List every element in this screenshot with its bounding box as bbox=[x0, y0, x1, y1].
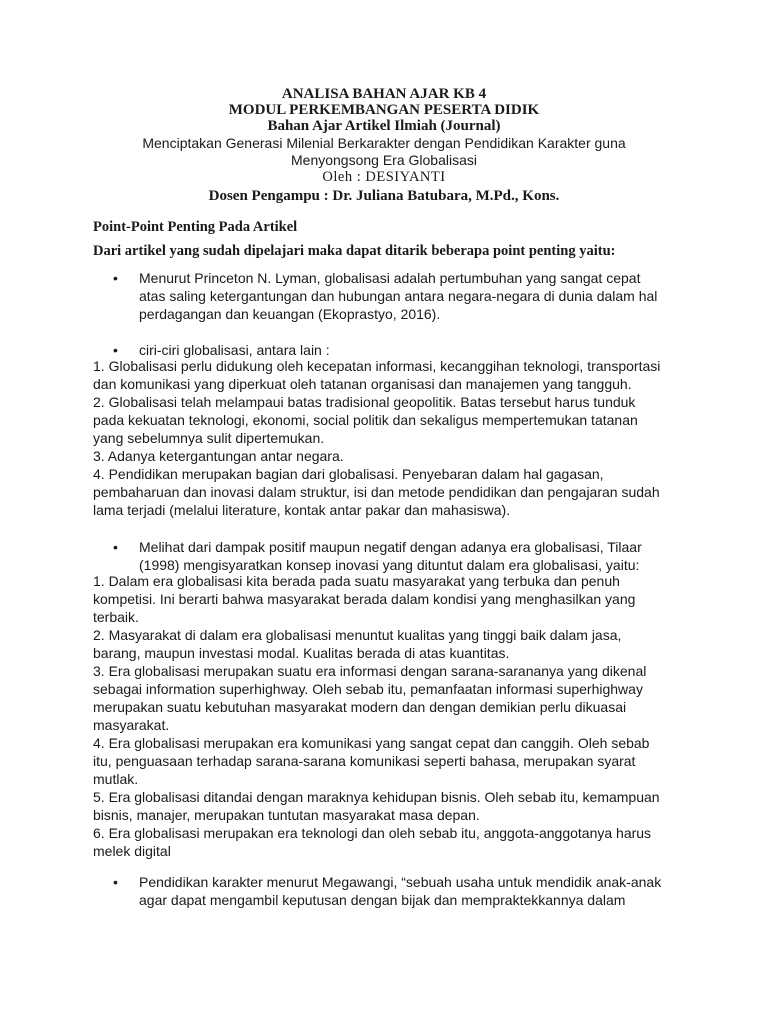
list-line: pembaharuan dan inovasi dalam struktur, isi dan metode pendidikan dan pengajaran sudah bbox=[93, 484, 660, 500]
bullet-1-line: Menurut Princeton N. Lyman, globalisasi adalah pertumbuhan yang sangat cepat bbox=[139, 270, 641, 286]
bullet-4-line: agar dapat mengambil keputusan dengan bijak dan mempraktekkannya dalam bbox=[139, 892, 626, 908]
bullet-1-line: atas saling ketergantungan dan hubungan antara negara-negara di dunia dalam hal bbox=[139, 288, 658, 304]
list-line: 2. Masyarakat di dalam era globalisasi menuntut kualitas yang tinggi baik dalam jasa, bbox=[93, 627, 622, 643]
material-title: Bahan Ajar Artikel Ilmiah (Journal) bbox=[267, 118, 501, 134]
module-title: MODUL PERKEMBANGAN PESERTA DIDIK bbox=[228, 102, 540, 118]
bullet-3-line: Melihat dari dampak positif maupun negatif dengan adanya era globalisasi, Tilaar bbox=[139, 539, 642, 555]
bullet-point-1 bbox=[139, 269, 679, 323]
list-line: 3. Era globalisasi merupakan suatu era informasi dengan sarana-sarananya yang dikenal bbox=[93, 663, 647, 679]
bullet-1-line: perdagangan dan keuangan (Ekoprastyo, 2016). bbox=[139, 306, 441, 322]
list-line: melek digital bbox=[93, 843, 171, 859]
list-line: 5. Era globalisasi ditandai dengan maraknya kehidupan bisnis. Oleh sebab itu, kemampuan bbox=[93, 789, 660, 805]
list-line: 3. Adanya ketergantungan antar negara. bbox=[93, 448, 344, 464]
list-line: bisnis, manajer, merupakan tuntutan masyarakat masa depan. bbox=[93, 807, 480, 823]
list-line: 2. Globalisasi telah melampaui batas tradisional geopolitik. Batas tersebut harus tunduk bbox=[93, 394, 636, 410]
list-line: yang sebelumnya sulit dipertemukan. bbox=[93, 430, 325, 446]
list-line: lama terjadi (melalui literature, kontak antar pakar dan mahasiswa). bbox=[93, 502, 511, 518]
list-line: 1. Dalam era globalisasi kita berada pada suatu masyarakat yang terbuka dan penuh bbox=[93, 573, 620, 589]
article-topic-line-1: Menciptakan Generasi Milenial Berkarakter dengan Pendidikan Karakter guna bbox=[142, 135, 626, 151]
list-line: mutlak. bbox=[93, 771, 139, 787]
document-header bbox=[0, 86, 768, 206]
bullet-3-line: (1998) mengisyaratkan konsep inovasi yang dituntut dalam era globalisasi, yaitu: bbox=[139, 557, 640, 573]
list-line: 1. Globalisasi perlu didukung oleh kecepatan informasi, kecanggihan teknologi, transportasi bbox=[93, 358, 661, 374]
document-title: ANALISA BAHAN AJAR KB 4 bbox=[281, 86, 487, 102]
bullet-icon: • bbox=[113, 270, 118, 286]
section-heading: Point-Point Penting Pada Artikel bbox=[93, 219, 298, 235]
author-line: Oleh : DESIYANTI bbox=[322, 169, 446, 185]
innovation-concept-list bbox=[93, 572, 673, 860]
list-line: 6. Era globalisasi merupakan era teknologi dan oleh sebab itu, anggota-anggotanya harus bbox=[93, 825, 652, 841]
list-line: pada kekuatan teknologi, ekonomi, social politik dan sekaligus mempertemukan tatanan bbox=[93, 412, 638, 428]
list-line: masyarakat. bbox=[93, 717, 170, 733]
bullet-4-line: Pendidikan karakter menurut Megawangi, “sebuah usaha untuk mendidik anak-anak bbox=[139, 874, 662, 890]
list-line: sebagai information superhighway. Oleh sebab itu, pemanfaatan informasi superhighway bbox=[93, 681, 643, 697]
list-line: dan komunikasi yang diperkuat oleh tatanan organisasi dan manajemen yang tangguh. bbox=[93, 376, 632, 392]
globalization-characteristics-list bbox=[93, 357, 673, 519]
list-line: itu, penguasaan terhadap sarana-sarana komunikasi seperti bahasa, merupakan syarat bbox=[93, 753, 636, 769]
bullet-icon: • bbox=[113, 874, 118, 890]
list-line: 4. Era globalisasi merupakan era komunikasi yang sangat cepat dan canggih. Oleh sebab bbox=[93, 735, 650, 751]
bullet-icon: • bbox=[113, 539, 118, 555]
list-line: merupakan suatu kebutuhan masyarakat modern dan dengan demikian perlu dikuasai bbox=[93, 699, 627, 715]
list-line: 4. Pendidikan merupakan bagian dari globalisasi. Penyebaran dalam hal gagasan, bbox=[93, 466, 604, 482]
article-topic-line-2: Menyongsong Era Globalisasi bbox=[291, 152, 477, 168]
bullet-point-4 bbox=[139, 873, 679, 909]
bullet-2-line: ciri-ciri globalisasi, antara lain : bbox=[139, 342, 330, 358]
bullet-icon: • bbox=[113, 342, 118, 358]
list-line: kompetisi. Ini berarti bahwa masyarakat berada dalam kondisi yang menghasilkan yang bbox=[93, 591, 636, 607]
list-line: barang, maupun investasi modal. Kualitas berada di atas kuantitas. bbox=[93, 645, 510, 661]
bullet-point-3 bbox=[139, 538, 679, 574]
lecturer-line: Dosen Pengampu : Dr. Juliana Batubara, M.Pd., Kons. bbox=[208, 188, 560, 204]
intro-paragraph: Dari artikel yang sudah dipelajari maka dapat ditarik beberapa point penting yaitu: bbox=[93, 243, 616, 259]
list-line: terbaik. bbox=[93, 609, 139, 625]
